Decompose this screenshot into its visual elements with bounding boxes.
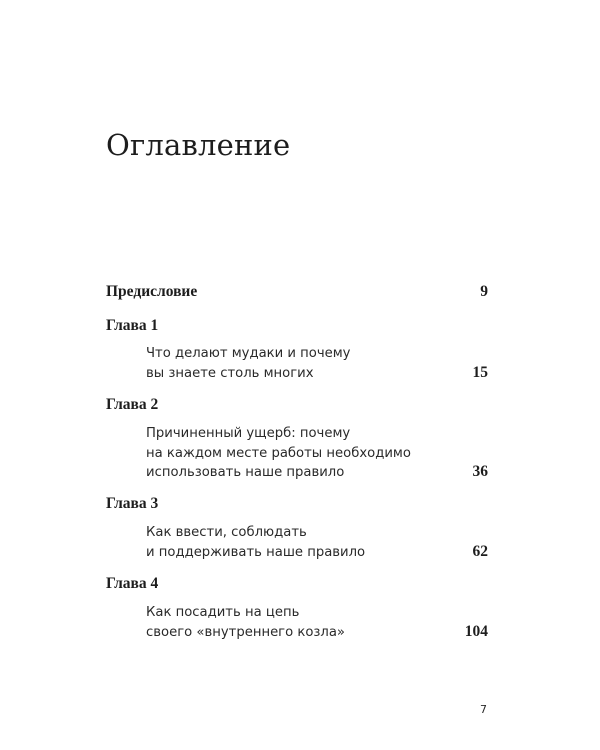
toc-title-line: Как ввести, соблюдать [146,525,307,540]
toc-chapter-title [146,603,345,642]
toc-page-number: 62 [472,543,488,560]
toc-heading: Предисловие [106,283,198,300]
toc-title-line: вы знаете столь многих [146,365,314,381]
toc-chapter-title [146,344,351,383]
toc-heading: Глава 1 [106,317,159,334]
toc-heading: Глава 2 [106,396,159,413]
toc-chapter-title [146,424,411,483]
toc-heading: Глава 3 [106,495,159,512]
toc-title-line: своего «внутреннего козла» [146,624,345,640]
toc-page-number: 15 [472,364,488,381]
toc-page-number: 104 [464,623,488,640]
page-title: Оглавление [106,128,291,162]
toc-chapter-title [146,523,365,562]
toc-title-line: Как посадить на цепь [146,605,300,620]
toc-page-number: 36 [472,463,488,480]
toc-title-line: Причиненный ущерб: почему [146,426,351,441]
toc-heading: Глава 4 [106,575,159,592]
toc-title-line: использовать наше правило [146,465,345,480]
toc-title-line: Что делают мудаки и почему [146,346,351,361]
page-folio: 7 [480,703,487,716]
toc-title-line: на каждом месте работы необходимо [146,445,411,461]
toc-title-line: и поддерживать наше правило [146,544,366,560]
toc-page-number: 9 [480,283,488,300]
